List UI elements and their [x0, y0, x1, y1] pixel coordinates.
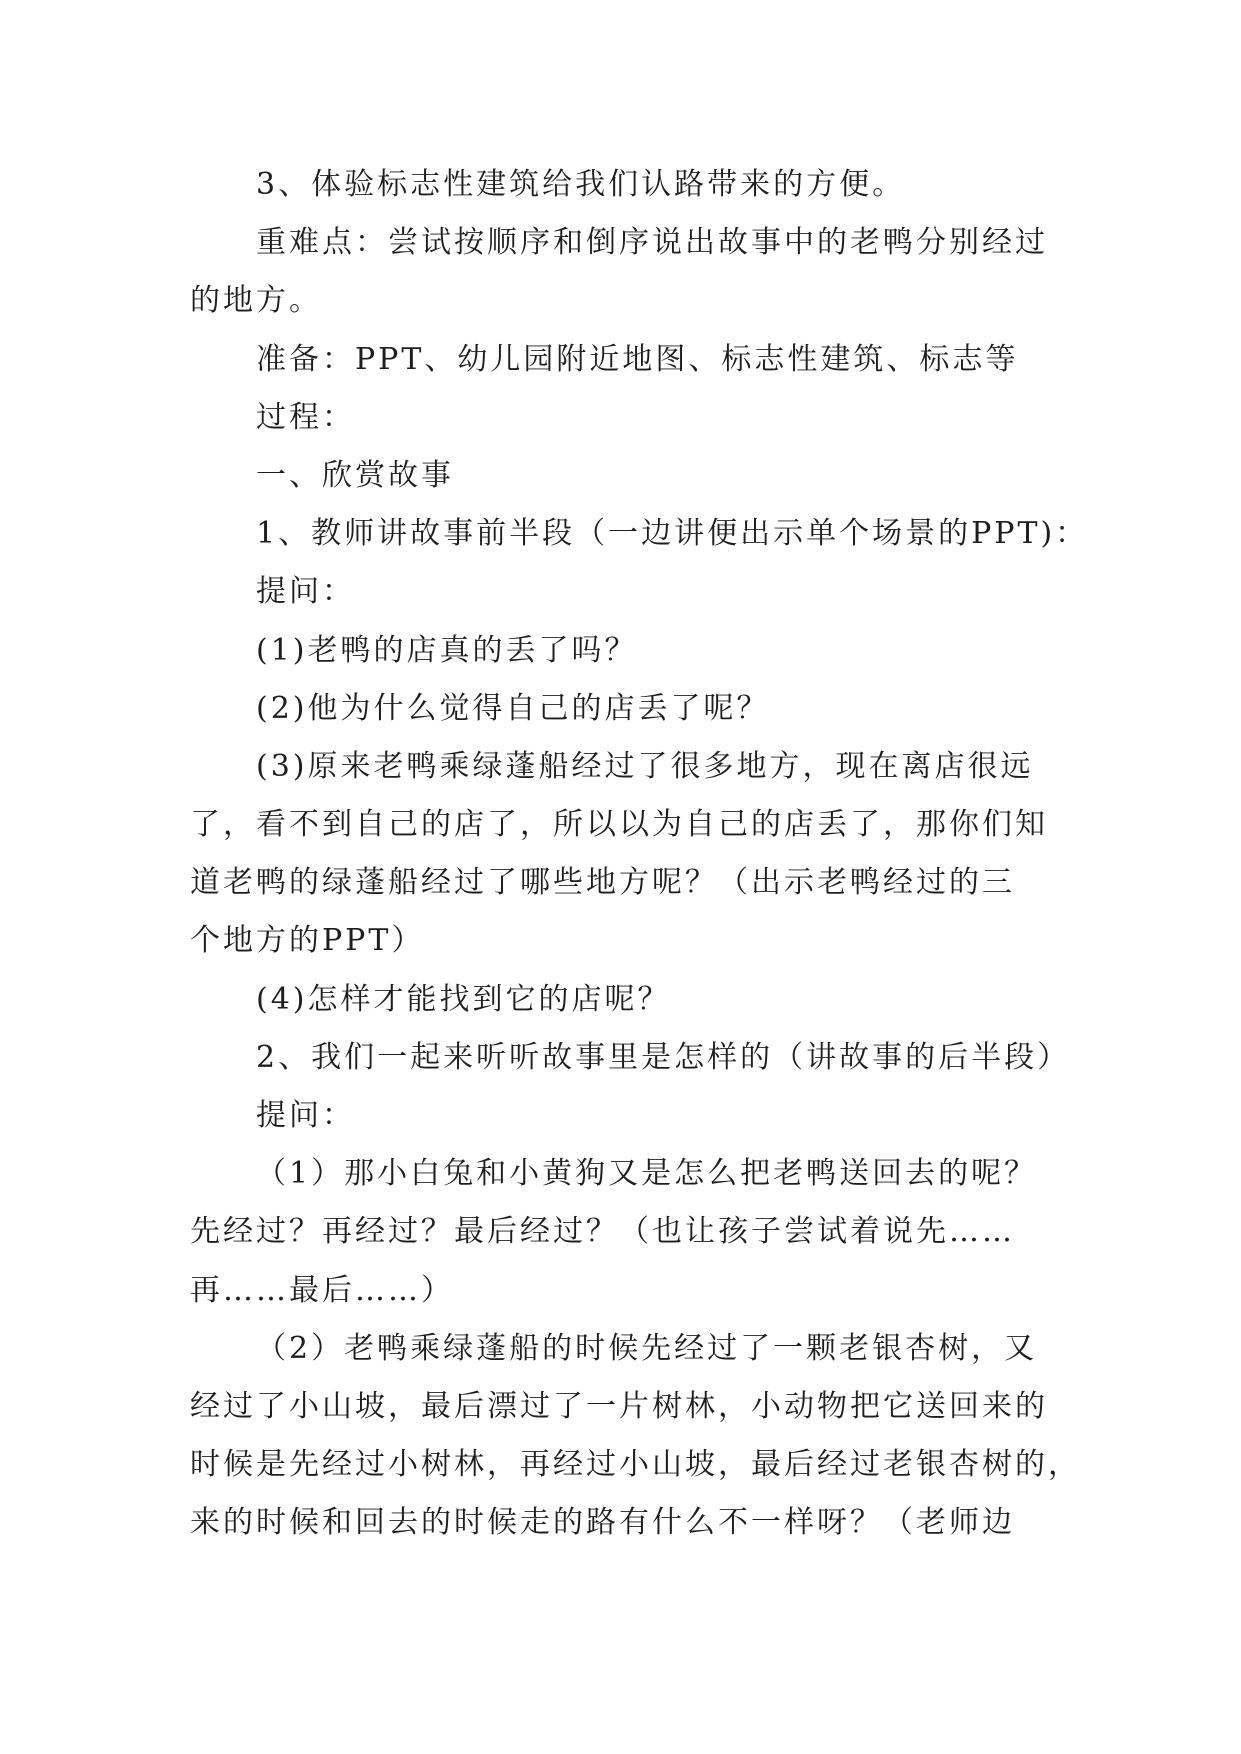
paragraph-line: 道老鸭的绿蓬船经过了哪些地方呢？（出示老鸭经过的三 — [190, 865, 1015, 901]
paragraph-line: 先经过？再经过？最后经过？（也让孩子尝试着说先…… — [190, 1214, 1015, 1250]
paragraph-line: 3、体验标志性建筑给我们认路带来的方便。 — [256, 167, 906, 202]
list-item — [190, 738, 1190, 971]
paragraph — [190, 1029, 1190, 1087]
paragraph — [190, 563, 1190, 621]
paragraph-line: 过程： — [256, 399, 355, 435]
list-item — [190, 1320, 1190, 1553]
paragraph-line: (1)老鸭的店真的丢了吗？ — [256, 632, 638, 668]
paragraph-line: 再……最后……） — [190, 1272, 454, 1308]
paragraph-line: （2）老鸭乘绿蓬船的时候先经过了一颗老银杏树，又 — [256, 1330, 1038, 1366]
list-item — [190, 622, 1190, 680]
paragraph — [190, 505, 1190, 563]
paragraph-line: 2、我们一起来听听故事里是怎样的（讲故事的后半段） — [256, 1039, 1071, 1075]
list-item — [190, 971, 1190, 1029]
paragraph-line: （1）那小白兔和小黄狗又是怎么把老鸭送回去的呢？ — [256, 1156, 1038, 1192]
paragraph — [190, 1087, 1190, 1145]
paragraph-line: 时候是先经过小树林，再经过小山坡，最后经过老银杏树的， — [190, 1447, 1081, 1483]
paragraph-line: 提问： — [256, 1098, 355, 1133]
paragraph-line: 重难点：尝试按顺序和倒序说出故事中的老鸭分别经过 — [256, 225, 1048, 261]
paragraph-line: (3)原来老鸭乘绿蓬船经过了很多地方，现在离店很远 — [256, 748, 1034, 784]
paragraph-line: 个地方的PPT） — [190, 923, 425, 959]
paragraph-line: 了，看不到自己的店了，所以以为自己的店丢了，那你们知 — [190, 807, 1048, 843]
paragraph — [190, 389, 1190, 447]
paragraph-line: 提问： — [256, 574, 355, 610]
list-item — [190, 680, 1190, 738]
paragraph-line: 经过了小山坡，最后漂过了一片树林，小动物把它送回来的 — [190, 1388, 1048, 1424]
section-heading — [190, 447, 1190, 505]
paragraph-line: (2)他为什么觉得自己的店丢了呢？ — [256, 690, 770, 726]
paragraph-line: 一、欣赏故事 — [256, 457, 454, 493]
paragraph-line: (4)怎样才能找到它的店呢？ — [256, 981, 671, 1017]
paragraph — [190, 331, 1190, 389]
paragraph-line: 1、教师讲故事前半段（一边讲便出示单个场景的PPT)： — [256, 516, 1089, 552]
paragraph — [190, 156, 1190, 214]
document-body — [190, 156, 1190, 1553]
paragraph-line: 来的时候和回去的时候走的路有什么不一样呀？（老师边 — [190, 1505, 1015, 1541]
paragraph-line: 的地方。 — [190, 283, 322, 319]
paragraph-line: 准备：PPT、幼儿园附近地图、标志性建筑、标志等 — [256, 341, 1019, 377]
paragraph — [190, 214, 1190, 330]
list-item — [190, 1145, 1190, 1320]
